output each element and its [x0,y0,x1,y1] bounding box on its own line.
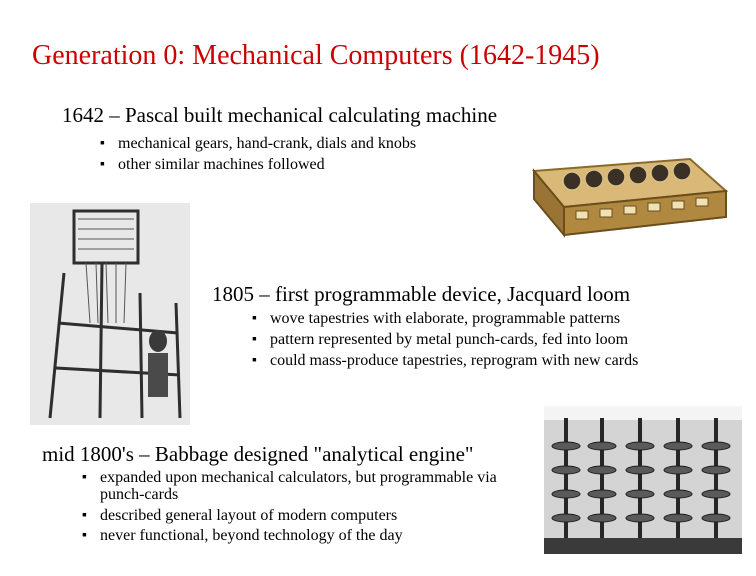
slide-title: Generation 0: Mechanical Computers (1642-1945) [32,40,600,71]
babbage-heading: mid 1800's – Babbage designed "analytical engine" [42,442,474,466]
list-item: ▪ other similar machines followed [98,154,518,175]
jacquard-bullet-list [250,308,745,371]
list-item: ▪ pattern represented by metal punch-cards, fed into loom [250,329,745,350]
list-item: ▪ wove tapestries with elaborate, programmable patterns [250,308,745,329]
pascal-calculator-photo [520,131,732,245]
babbage-bullet-list [80,469,520,546]
list-item: ▪ expanded upon mechanical calculators, but programmable via punch-cards [80,469,520,506]
list-item: ▪ mechanical gears, hand-crank, dials and knobs [98,133,518,154]
jacquard-loom-engraving [30,203,190,425]
list-item: ▪ could mass-produce tapestries, reprogram with new cards [250,350,745,371]
list-item: ▪ never functional, beyond technology of the day [80,526,520,546]
jacquard-heading: 1805 – first programmable device, Jacquard loom [212,282,631,306]
pascal-bullet-list [98,133,518,175]
analytical-engine-photo [544,406,742,554]
list-item: ▪ described general layout of modern computers [80,506,520,526]
pascal-heading: 1642 – Pascal built mechanical calculating machine [62,103,498,127]
